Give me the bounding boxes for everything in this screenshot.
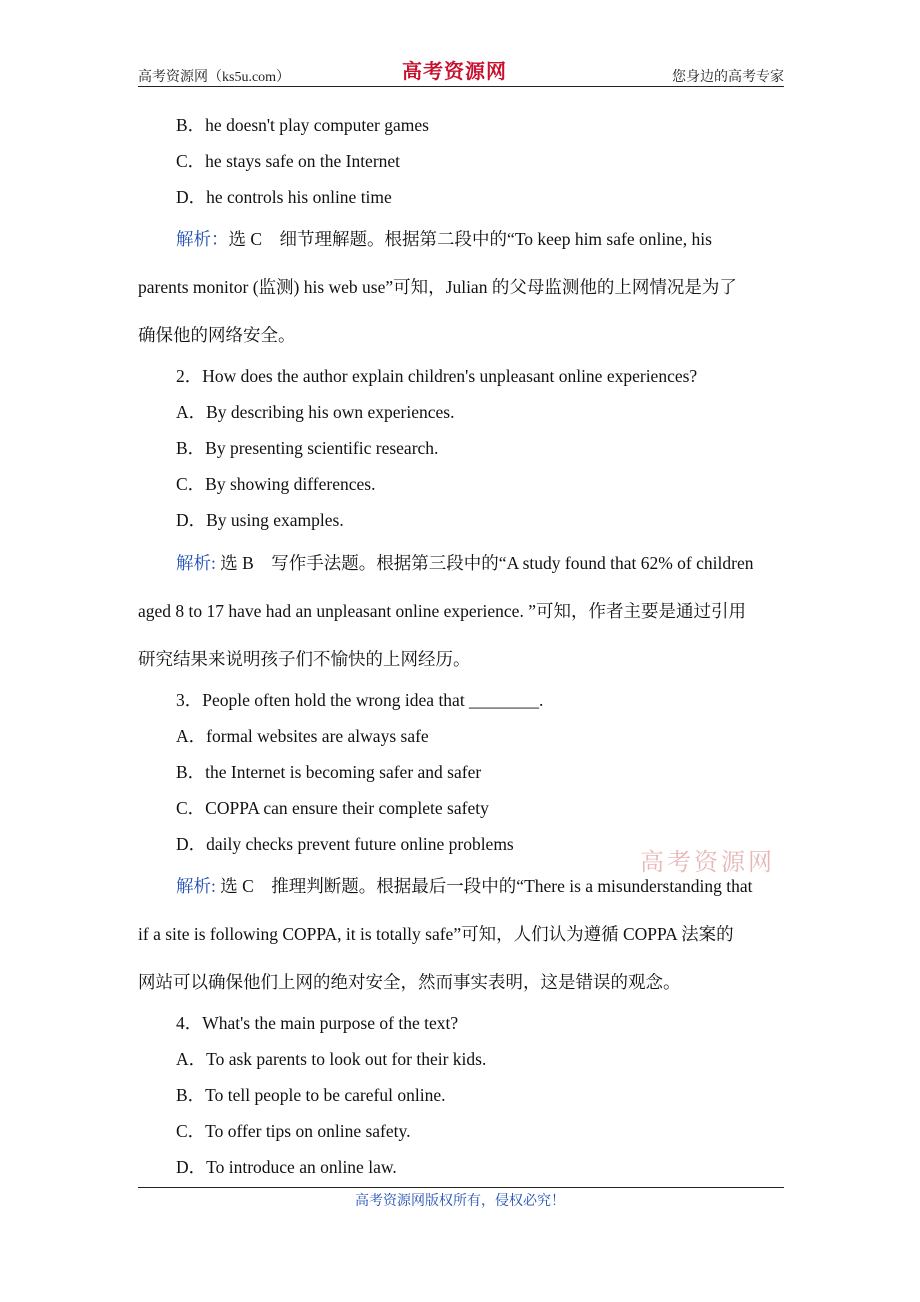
q3-analysis-line-1: 选 C 推理判断题。根据最后一段中的“There is a misunderstanding that bbox=[215, 876, 753, 896]
q4-option-c: C．To offer tips on online safety. bbox=[176, 1121, 411, 1141]
watermark: 高考资源网 bbox=[640, 850, 775, 876]
q1-option-c: C．he stays safe on the Internet bbox=[176, 151, 401, 171]
q4-option-d: D．To introduce an online law. bbox=[176, 1157, 397, 1177]
q3-option-d: D．daily checks prevent future online problems bbox=[176, 834, 514, 854]
q1-analysis-line-2: parents monitor (监测) his web use”可知，Julian 的父母监测他的上网情况是为了 bbox=[138, 277, 737, 297]
q1-option-d: D．he controls his online time bbox=[176, 187, 392, 207]
q2-analysis-line-2: aged 8 to 17 have had an unpleasant online experience. ”可知，作者主要是通过引用 bbox=[138, 601, 746, 621]
q4-option-a: A．To ask parents to look out for their kids. bbox=[176, 1049, 487, 1069]
q3-analysis-label: 解析: bbox=[176, 876, 216, 896]
q2-option-a: A．By describing his own experiences. bbox=[176, 402, 455, 422]
q4-option-b: B．To tell people to be careful online. bbox=[176, 1085, 446, 1105]
q1-analysis-label: 解析： bbox=[176, 229, 229, 249]
header-rule bbox=[138, 86, 784, 87]
q3-option-c: C．COPPA can ensure their complete safety bbox=[176, 798, 489, 818]
q2-option-d: D．By using examples. bbox=[176, 510, 344, 530]
footer-copyright: 高考资源网版权所有，侵权必究！ bbox=[355, 1194, 565, 1209]
q2-analysis-line-1: 选 B 写作手法题。根据第三段中的“A study found that 62% of children bbox=[215, 553, 754, 573]
header-site-name: 高考资源网（ks5u.com） bbox=[138, 70, 291, 85]
header-slogan: 您身边的高考专家 bbox=[672, 70, 784, 85]
q3-analysis-line-2: if a site is following COPPA, it is totally safe”可知，人们认为遵循 COPPA 法案的 bbox=[138, 924, 734, 944]
q4-stem: 4．What's the main purpose of the text? bbox=[176, 1013, 459, 1033]
q1-analysis-line-3: 确保他的网络安全。 bbox=[138, 325, 296, 345]
q1-analysis-line-1: 选 C 细节理解题。根据第二段中的“To keep him safe online, his bbox=[228, 229, 712, 249]
q3-analysis-line-3: 网站可以确保他们上网的绝对安全，然而事实表明，这是错误的观念。 bbox=[138, 972, 681, 992]
q1-option-b: B．he doesn't play computer games bbox=[176, 115, 429, 135]
q2-analysis-label: 解析: bbox=[176, 553, 216, 573]
header-logo: 高考资源网 bbox=[402, 61, 507, 83]
q2-analysis-line-3: 研究结果来说明孩子们不愉快的上网经历。 bbox=[138, 649, 471, 669]
q3-option-a: A．formal websites are always safe bbox=[176, 726, 429, 746]
q2-stem: 2．How does the author explain children's unpleasant online experiences? bbox=[176, 366, 698, 386]
q2-option-b: B．By presenting scientific research. bbox=[176, 438, 439, 458]
footer-rule bbox=[138, 1187, 784, 1188]
q3-stem: 3．People often hold the wrong idea that ________. bbox=[176, 690, 544, 710]
q3-option-b: B．the Internet is becoming safer and safer bbox=[176, 762, 482, 782]
q2-option-c: C．By showing differences. bbox=[176, 474, 376, 494]
